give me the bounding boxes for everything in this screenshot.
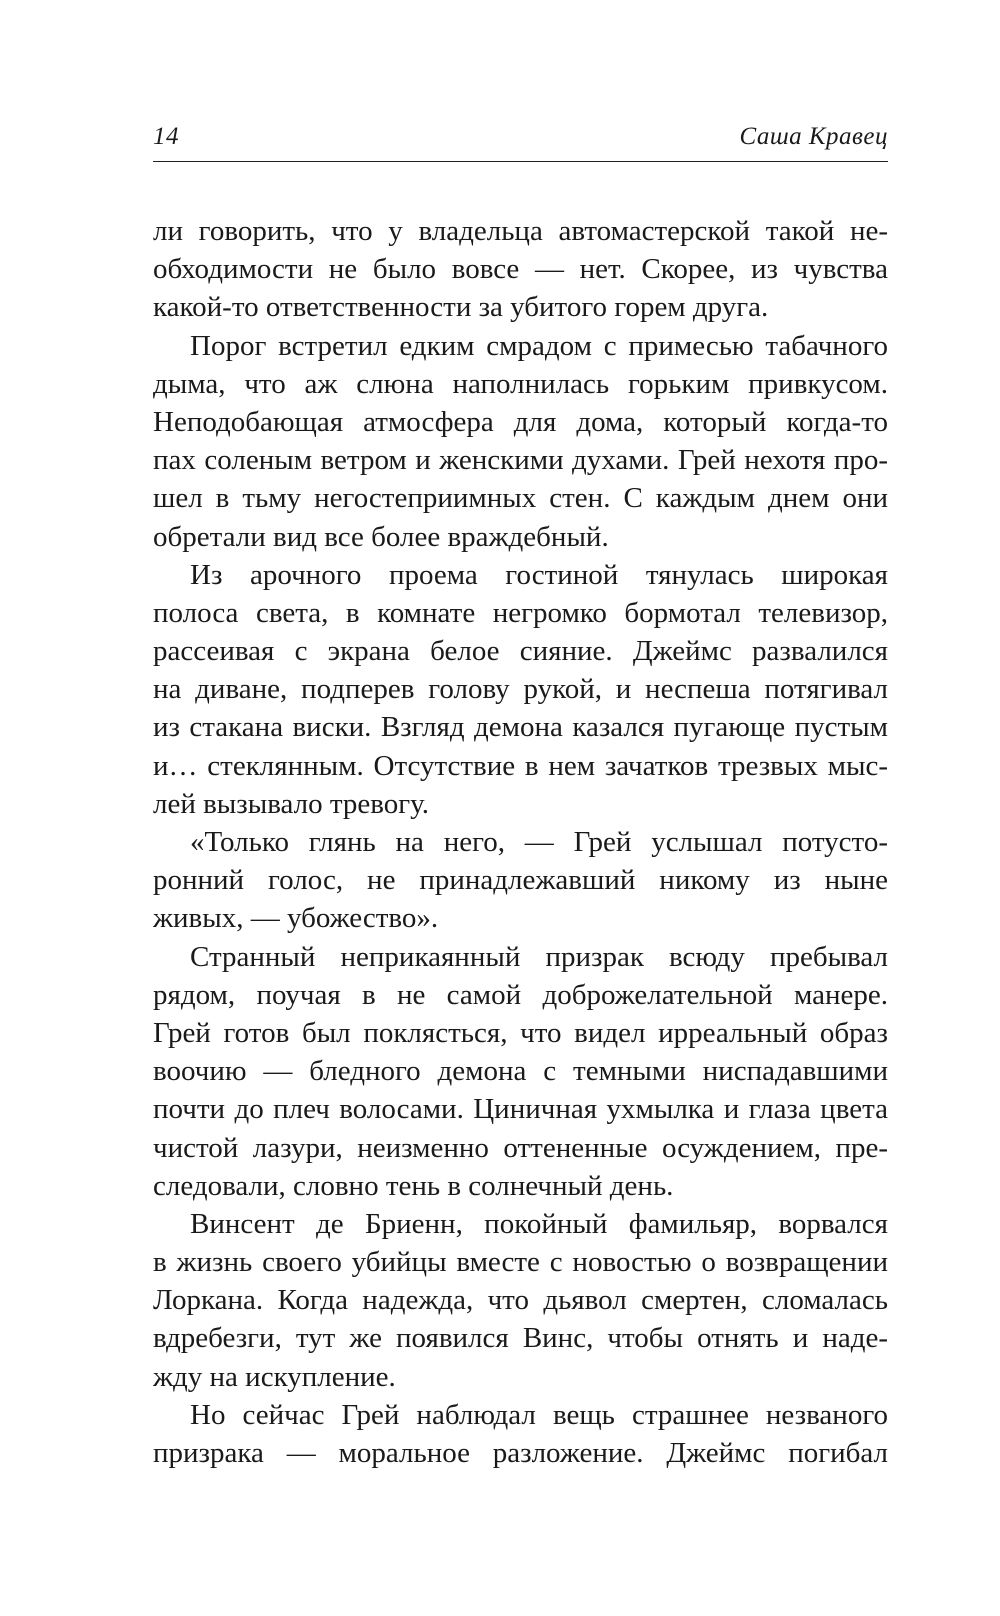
text-line: обходимости не было вовсе — нет. Скорее, из чувства <box>153 253 888 286</box>
text-line: жду на искупление. <box>153 1360 396 1393</box>
text-line: воочию — бледного демона с темными ниспадавшими <box>153 1055 888 1088</box>
text-line: рядом, поучая в не самой доброжелательной манере. <box>153 978 888 1011</box>
text-line: Лоркана. Когда надежда, что дьявол смертен, сломалась <box>153 1284 888 1317</box>
text-line: шел в тьму негостеприимных стен. С каждым днем они <box>153 482 888 515</box>
text-line: призрака — моральное разложение. Джеймс погибал <box>153 1437 888 1469</box>
text-line: обретали вид все более враждебный. <box>153 520 609 553</box>
text-line: Странный неприкаянный призрак всюду пребывал <box>190 940 888 973</box>
text-line: ли говорить, что у владельца автомастерской такой не- <box>153 215 888 247</box>
body-text <box>153 212 888 1472</box>
text-line: ронний голос, не принадлежавший никому из ныне <box>153 864 888 897</box>
header-rule <box>153 161 888 162</box>
text-line: следовали, словно тень в солнечный день. <box>153 1169 674 1202</box>
text-line: пах соленым ветром и женскими духами. Грей нехотя про- <box>153 444 888 477</box>
text-line: Неподобающая атмосфера для дома, который когда-то <box>153 405 888 438</box>
text-line: чистой лазури, неизменно оттененные осуждением, пре- <box>153 1131 888 1164</box>
text-line: живых, — убожество». <box>153 902 439 935</box>
text-line: рассеивая с экрана белое сияние. Джеймс развалился <box>153 635 888 668</box>
text-line: лей вызывало тревогу. <box>153 787 430 820</box>
text-line: «Только глянь на него, — Грей услышал потусто- <box>190 826 888 858</box>
text-line: дыма, что аж слюна наполнилась горьким привкусом. <box>153 367 888 400</box>
text-line: на диване, подперев голову рукой, и неспеша потягивал <box>153 673 888 706</box>
text-line: какой-то ответственности за убитого горем друга. <box>153 291 769 324</box>
text-line: полоса света, в комнате негромко бормотал телевизор, <box>153 596 888 629</box>
page-number: 14 <box>153 123 179 150</box>
text-line: вдребезги, тут же появился Винс, чтобы отнять и наде- <box>153 1322 888 1355</box>
text-line: Грей готов был поклясться, что видел ирреальный образ <box>153 1016 888 1049</box>
text-line: и… стеклянным. Отсутствие в нем зачатков трезвых мыс- <box>153 749 888 782</box>
running-header <box>153 118 888 158</box>
text-line: Из арочного проема гостиной тянулась широкая <box>190 558 888 591</box>
text-line: в жизнь своего убийцы вместе с новостью о возвращении <box>153 1246 888 1279</box>
text-line: Винсент де Бриенн, покойный фамильяр, ворвался <box>190 1207 888 1240</box>
text-line: Порог встретил едким смрадом с примесью табачного <box>190 329 888 362</box>
text-line: из стакана виски. Взгляд демона казался пугающе пустым <box>153 711 888 744</box>
text-line: почти до плеч волосами. Циничная ухмылка и глаза цвета <box>153 1093 888 1126</box>
author-name: Саша Кравец <box>739 123 888 150</box>
text-line: Но сейчас Грей наблюдал вещь страшнее незваного <box>190 1398 888 1431</box>
